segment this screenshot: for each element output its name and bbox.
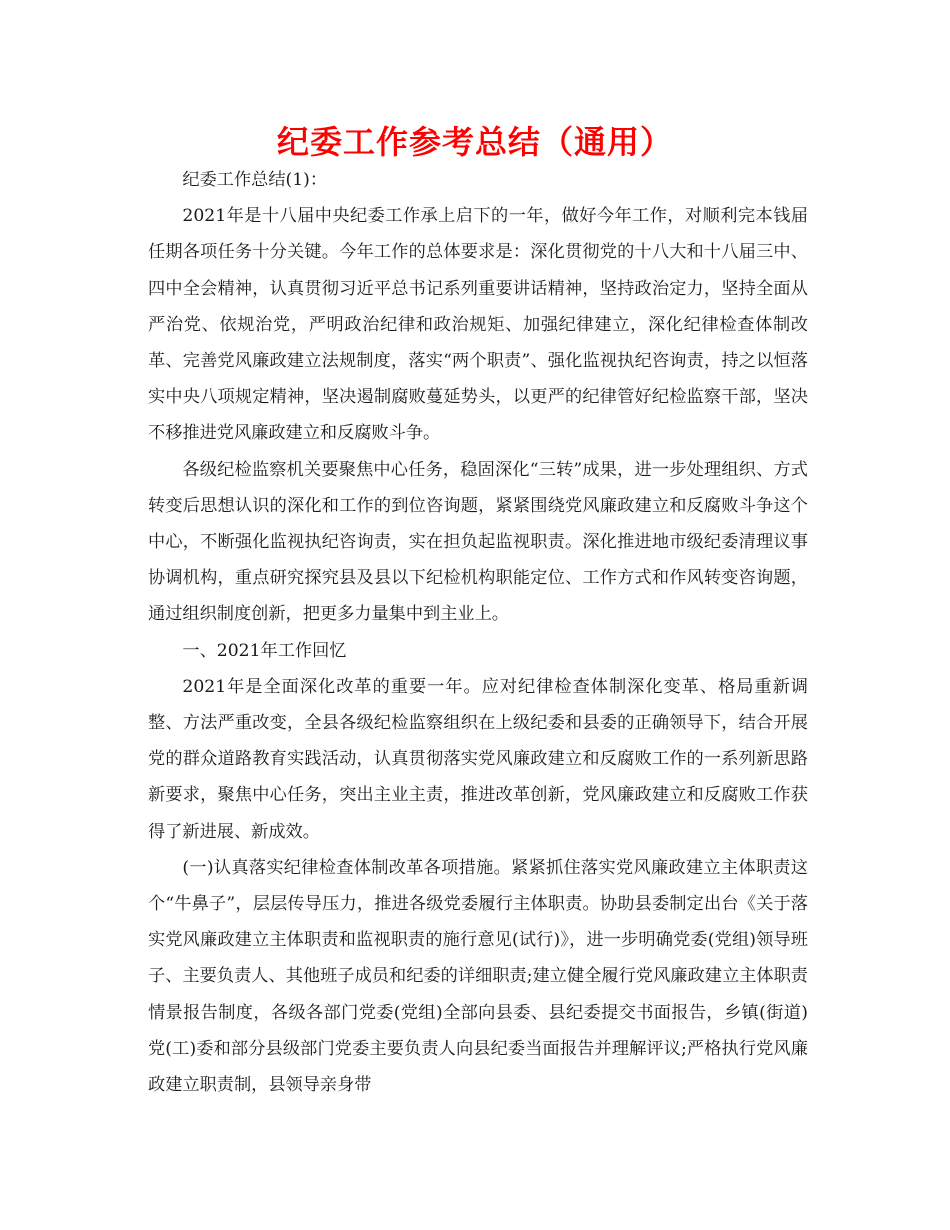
document-body [148, 162, 808, 1103]
section-heading: 一、2021年工作回忆 [182, 640, 347, 661]
paragraph-5: (一)认真落实纪律检查体制改革各项措施。紧紧抓住落实党风廉政建立主体职责这个“牛鼻子”，层层传导压力，推进各级党委履行主体职责。协助县委制定出台《关于落实党风廉政建立主体职责和监视职责的施行意见(试行)》，进一步明确党委(党组)领导班子、主要负责人、其他班子成员和纪委的详细职责;建立健全履行党风廉政建立主体职责情景报告制度，各级各部门党委(党组)全部向县委、县纪委提交书面报告，乡镇(街道)党(工)委和部分县级部门党委主要负责人向县纪委当面报告并理解评议;严格执行党风廉政建立职责制，县领导亲身带 [148, 857, 808, 1096]
paragraph-1: 纪委工作总结(1)： [182, 170, 328, 190]
paragraph-4: 2021年是全面深化改革的重要一年。应对纪律检查体制深化变革、格局重新调整、方法严重改变，全县各级纪检监察组织在上级纪委和县委的正确领导下，结合开展党的群众道路教育实践活动，认真贯彻落实党风廉政建立和反腐败工作的一系列新思路新要求，聚焦中心任务，突出主业主责，推进改革创新，党风廉政建立和反腐败工作获得了新进展、新成效。 [148, 676, 808, 842]
paragraph-3: 各级纪检监察机关要聚焦中心任务，稳固深化“三转”成果，进一步处理组织、方式转变后思想认识的深化和工作的到位咨询题，紧紧围绕党风廉政建立和反腐败斗争这个中心，不断强化监视执纪咨询责，实在担负起监视职责。深化推进地市级纪委清理议事协调机构，重点研究探究县及县以下纪检机构职能定位、工作方式和作风转变咨询题，通过组织制度创新，把更多力量集中到主业上。 [148, 459, 808, 625]
document-title: 纪委工作参考总结（通用） [276, 123, 673, 161]
paragraph-2: 2021年是十八届中央纪委工作承上启下的一年，做好今年工作，对顺利完本钱届任期各项任务十分关键。今年工作的总体要求是：深化贯彻党的十八大和十八届三中、四中全会精神，认真贯彻习近平总书记系列重要讲话精神，坚持政治定力，坚持全面从严治党、依规治党，严明政治纪律和政治规矩、加强纪律建立，深化纪律检查体制改革、完善党风廉政建立法规制度，落实“两个职责”、强化监视执纪咨询责，持之以恒落实中央八项规定精神，坚决遏制腐败蔓延势头，以更严的纪律管好纪检监察干部，坚决不移推进党风廉政建立和反腐败斗争。 [148, 206, 808, 444]
